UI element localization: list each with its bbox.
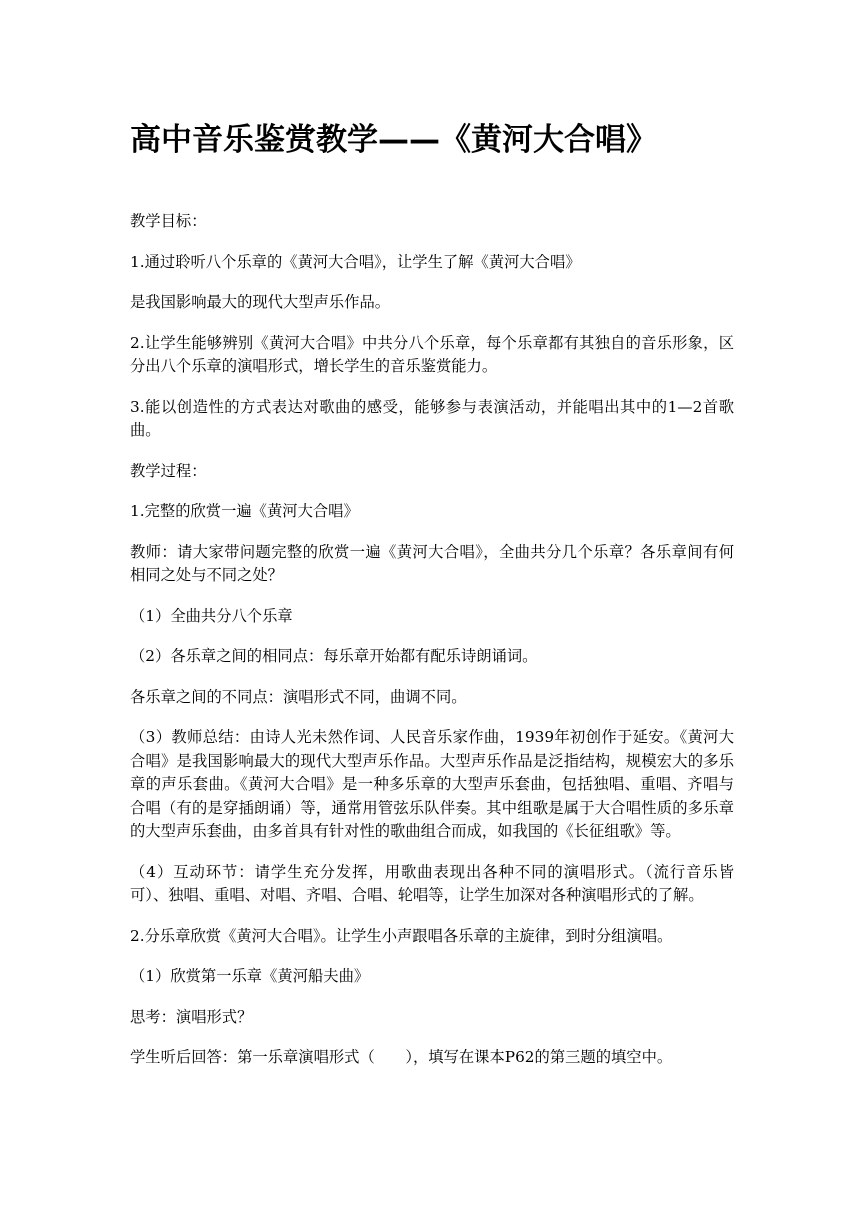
paragraph: 各乐章之间的不同点：演唱形式不同，曲调不同。 bbox=[130, 687, 467, 706]
paragraph: （4）互动环节：请学生充分发挥，用歌曲表现出各种不同的演唱形式。（流行音乐皆可）、独唱、重唱、对唱、齐唱、合唱、轮唱等，让学生加深对各种演唱形式的了解。 bbox=[130, 862, 734, 904]
section-heading-objectives: 教学目标： bbox=[130, 212, 207, 230]
document-title: 高中音乐鉴赏教学——《黄河大合唱》 bbox=[130, 122, 657, 158]
paragraph: 学生听后回答：第一乐章演唱形式（ ），填写在课本P62的第三题的填空中。 bbox=[130, 1048, 673, 1066]
paragraph: 1.完整的欣赏一遍《黄河大合唱》 bbox=[130, 502, 359, 520]
paragraph: （3）教师总结：由诗人光未然作词、人民音乐家作曲，1939年初创作于延安。《黄河大合唱》是我国影响最大的现代大型声乐作品。大型声乐作品是泛指结构，规模宏大的多乐章的声乐套曲。《黄河大合唱》是一种多乐章的大型声乐套曲，包括独唱、重唱、齐唱与合唱（有的是穿插朗诵）等，通常用管弦乐队伴奏。其中组歌是属于大合唱性质的多乐章的大型声乐套曲，由多首具有针对性的歌曲组合而成，如我国的《长征组歌》等。 bbox=[130, 728, 734, 840]
paragraph: 思考：演唱形式？ bbox=[130, 1007, 253, 1026]
document-body bbox=[130, 210, 734, 1070]
paragraph: （2）各乐章之间的相同点：每乐章开始都有配乐诗朗诵词。 bbox=[130, 647, 538, 665]
paragraph: 是我国影响最大的现代大型声乐作品。 bbox=[130, 293, 391, 311]
paragraph: 教师：请大家带问题完整的欣赏一遍《黄河大合唱》，全曲共分几个乐章？各乐章间有何相同之处与不同之处？ bbox=[130, 542, 734, 584]
paragraph: 2.让学生能够辨别《黄河大合唱》中共分八个乐章，每个乐章都有其独自的音乐形象，区分出八个乐章的演唱形式，增长学生的音乐鉴赏能力。 bbox=[130, 333, 734, 375]
paragraph: 1.通过聆听八个乐章的《黄河大合唱》，让学生了解《黄河大合唱》 bbox=[130, 252, 581, 271]
section-heading-process: 教学过程： bbox=[130, 461, 207, 480]
paragraph: 2.分乐章欣赏《黄河大合唱》。让学生小声跟唱各乐章的主旋律，到时分组演唱。 bbox=[130, 926, 673, 945]
paragraph: （1）全曲共分八个乐章 bbox=[130, 606, 293, 625]
paragraph: 3.能以创造性的方式表达对歌曲的感受，能够参与表演活动，并能唱出其中的1—2首歌曲。 bbox=[130, 397, 734, 439]
paragraph: （1）欣赏第一乐章《黄河船夫曲》 bbox=[130, 967, 370, 985]
